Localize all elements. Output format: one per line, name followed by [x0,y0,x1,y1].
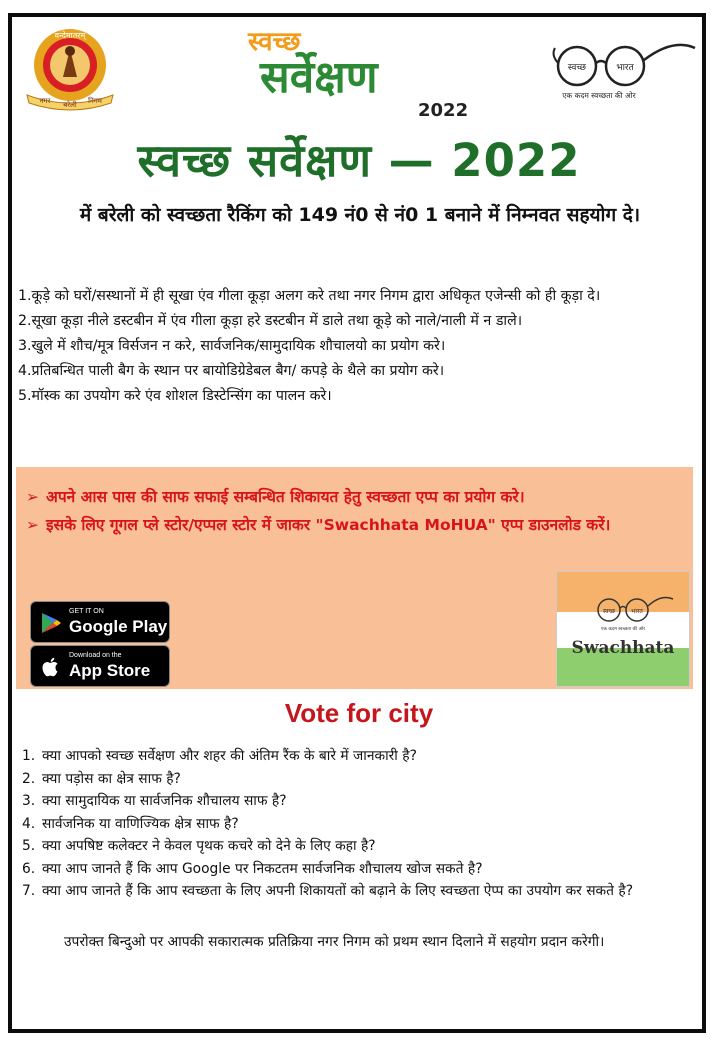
rule-text: सूखा कूड़ा नीले डस्टबीन में एंव गीला कूड़ा हरे डस्टबीन में डाले तथा कूड़े को नाले/नाली में न डाले। [31,313,523,329]
rules-list [18,284,698,409]
seal-bottom-left: नगर [39,97,51,105]
google-play-label: Google Play [69,617,168,636]
rule-item [18,384,698,409]
app-store-badge[interactable] [30,645,170,687]
question-item [22,745,694,768]
question-number: 7. [22,883,36,899]
question-text: क्या अपषिष्ट कलेक्टर ने केवल पृथक कचरे को देने के लिए कहा है? [42,838,376,854]
logo-year: 2022 [418,100,469,120]
question-text: क्या आप जानते हैं कि आप स्वच्छता के लिए अपनी शिकायतों को बढ़ाने के लिए स्वच्छता ऐप्प का उपयोग कर सकते है? [42,883,634,899]
question-text: क्या आपको स्वच्छ सर्वेक्षण और शहर की अंतिम रैंक के बारे में जानकारी है? [42,748,417,764]
rule-text: कूड़े को घरों/सस्थानों में ही सूखा एंव गीला कूड़ा अलग करे तथा नगर निगम द्वारा अधिकृत एजेन्सी को ही कूड़ा दे। [31,288,601,304]
question-item [22,880,694,903]
spectacles-right-text: भारत [616,63,634,73]
swachh-survekshan-logo [240,20,490,120]
question-text: क्या सामुदायिक या सार्वजनिक शौचालय साफ है? [42,793,287,809]
rule-number: 3. [18,338,32,354]
question-item [22,858,694,881]
app-store-label: App Store [69,661,151,680]
question-number: 3. [22,793,36,809]
notice-bullet [26,485,686,510]
question-number: 6. [22,860,36,877]
logo-line1: स्वच्छ [248,27,301,57]
notice-text: इसके लिए गूगल प्ले स्टोर/एप्पल स्टोर में जाकर "Swachhata MoHUA" एप्प डाउनलोड करें। [46,516,611,534]
question-text: क्या पड़ोस का क्षेत्र साफ है? [42,770,181,787]
rule-number: 5. [18,388,32,404]
question-item [22,813,694,836]
notice-bullet [26,513,686,538]
rule-text: प्रतिबन्धित पाली बैग के स्थान पर बायोडिग्रेडेबल बैग/ कपड़े के थैले का प्रयोग करे। [31,363,445,379]
rule-text: मॉस्क का उपयोग करे एंव शोशल डिस्टेन्सिंग का पालन करे। [31,388,332,404]
logo-line2: सर्वेक्षण [260,52,378,103]
rule-item [18,359,698,384]
rule-item [18,309,698,334]
rule-item [18,284,698,309]
seal-top-text: वन्देमातरम् [54,31,86,40]
question-number: 5. [22,838,36,854]
spectacles-tagline: एक कदम स्वच्छता की ओर [562,91,636,100]
question-text: क्या आप जानते हैं कि आप Google पर निकटतम सार्वजनिक शौचालय खोज सकते है? [42,860,483,877]
arrow-icon: ➢ [26,516,39,534]
swachh-bharat-logo [545,30,700,105]
app-store-small-text: Download on the [69,652,122,659]
app-notice-panel [16,467,693,689]
question-item [22,768,694,791]
google-play-small-text: GET IT ON [69,608,104,615]
tile-lens-right: भारत [631,608,643,615]
page-subtitle: में बरेली को स्वच्छता रैकिंग को 149 नं0 से नं0 1 बनाने में निम्नवत सहयोग दे। [79,204,641,226]
tile-tagline: एक कदम स्वच्छता की ओर [600,627,646,632]
questions-list [22,745,694,903]
question-number: 2. [22,770,36,787]
rule-item [18,334,698,359]
question-item [22,790,694,813]
swachhata-app-art [557,572,689,686]
google-play-icon [39,611,63,635]
google-play-badge[interactable] [30,601,170,643]
rule-number: 4. [18,363,32,379]
swachhata-app-label: Swachhata [571,638,675,658]
spectacles-left-text: स्वच्छ [567,63,587,73]
closing-paragraph: उपरोक्त बिन्दुओ पर आपकी सकारात्मक प्रतिक्रिया नगर निगम को प्रथम स्थान दिलाने में सहयोग प्रदान करेगी। [64,934,605,950]
rule-number: 2. [18,313,32,329]
rule-number: 1. [18,288,32,304]
question-text: सार्वजनिक या वाणिज्यिक क्षेत्र साफ है? [42,815,239,832]
arrow-icon: ➢ [26,488,39,506]
apple-icon [39,655,63,679]
notice-text: अपने आस पास की साफ सफाई सम्बन्धित शिकायत हेतु स्वच्छता एप्प का प्रयोग करे। [46,488,525,506]
seal-bottom-right: निगम [88,97,102,105]
vote-heading: Vote for city [284,698,434,728]
question-item [22,835,694,858]
question-number: 1. [22,748,36,764]
bareilly-nagar-nigam-seal [25,25,115,111]
tile-lens-left: स्वच्छ [602,608,616,615]
rule-text: खुले में शौच/मूत्र विर्सजन न करे, सार्वजनिक/सामुदायिक शौचालयो का प्रयोग करे। [31,338,446,354]
swachhata-app-tile[interactable] [556,571,690,687]
seal-bottom-middle: बरेली [63,101,77,109]
page-title: स्वच्छ सर्वेक्षण — 2022 [137,134,581,187]
question-number: 4. [22,815,36,832]
